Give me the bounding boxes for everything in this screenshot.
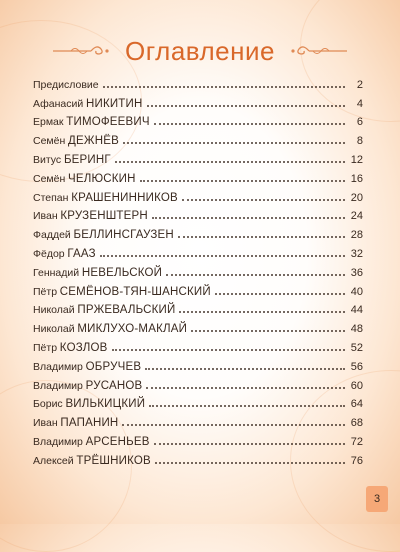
swirl-ornament-icon — [289, 43, 349, 59]
dot-leader — [215, 292, 345, 295]
toc-entry-first-name: Иван — [33, 417, 58, 430]
toc-entry-first-name: Предисловие — [33, 78, 99, 91]
dot-leader — [112, 348, 346, 351]
toc-entry-first-name: Витус — [33, 153, 62, 166]
toc-entry-page-number: 4 — [356, 97, 363, 110]
toc-entry-page-number: 16 — [350, 172, 363, 185]
toc-entry[interactable] — [33, 166, 363, 185]
toc-entry-first-name: Фаддей — [33, 229, 71, 242]
toc-entry-surname: АРСЕНЬЕВ — [85, 435, 150, 448]
toc-entry-title — [33, 436, 150, 448]
toc-entry-title — [33, 455, 151, 467]
dot-leader — [147, 104, 346, 107]
toc-entry-title — [33, 173, 136, 185]
toc-entry-page-number: 2 — [356, 78, 363, 91]
toc-entry-page-number: 56 — [350, 360, 363, 373]
toc-entry-title — [33, 210, 148, 222]
toc-entry-surname: КРАШЕНИННИКОВ — [71, 191, 178, 204]
toc-entry-surname: БЕЛЛИНСГАУЗЕН — [73, 229, 174, 242]
toc-entry[interactable] — [33, 222, 363, 241]
toc-entry-surname: КОЗЛОВ — [59, 341, 108, 354]
toc-entry-first-name: Ермак — [33, 116, 64, 129]
toc-entry-title — [33, 267, 162, 279]
toc-entry[interactable] — [33, 185, 363, 204]
toc-entry-title — [33, 248, 96, 260]
toc-entry-surname: НИКИТИН — [85, 97, 143, 110]
toc-entry-first-name: Семён — [33, 172, 66, 185]
table-of-contents — [33, 72, 363, 467]
dot-leader — [154, 442, 345, 445]
toc-entry-first-name: Степан — [33, 191, 69, 204]
toc-entry-page-number: 76 — [350, 454, 363, 467]
toc-entry[interactable] — [33, 298, 363, 317]
toc-entry-surname: ПРЖЕВАЛЬСКИЙ — [77, 304, 176, 317]
toc-entry[interactable] — [33, 429, 363, 448]
toc-entry-title — [33, 192, 178, 204]
toc-entry[interactable] — [33, 373, 363, 392]
toc-entry-surname: ТИМОФЕЕВИЧ — [66, 116, 150, 129]
toc-entry-surname: ДЕЖНЁВ — [68, 135, 119, 148]
toc-entry-first-name: Владимир — [33, 435, 83, 448]
dot-leader — [182, 198, 345, 201]
toc-entry-first-name: Алексей — [33, 454, 74, 467]
toc-entry[interactable] — [33, 147, 363, 166]
dot-leader — [122, 423, 345, 426]
toc-entry-title — [33, 286, 211, 298]
toc-entry-surname: БЕРИНГ — [63, 153, 111, 166]
toc-entry-page-number: 40 — [350, 285, 363, 298]
toc-entry-surname: МИКЛУХО-МАКЛАЙ — [77, 323, 188, 336]
toc-entry-title — [33, 304, 175, 316]
toc-entry-page-number: 28 — [350, 229, 363, 242]
toc-entry-title — [33, 323, 187, 335]
toc-entry-page-number: 12 — [350, 153, 363, 166]
toc-entry-first-name: Владимир — [33, 360, 83, 373]
toc-entry[interactable] — [33, 110, 363, 129]
toc-entry[interactable] — [33, 448, 363, 467]
toc-entry-first-name: Афанасий — [33, 97, 84, 110]
toc-entry-title — [33, 398, 145, 410]
toc-entry-surname: СЕМЁНОВ-ТЯН-ШАНСКИЙ — [59, 285, 211, 298]
dot-leader — [145, 367, 345, 370]
toc-entry-title — [33, 380, 142, 392]
toc-entry-page-number: 72 — [350, 435, 363, 448]
toc-entry-surname: ВИЛЬКИЦКИЙ — [65, 398, 146, 411]
dot-leader — [123, 141, 345, 144]
toc-entry-first-name: Николай — [33, 323, 75, 336]
page-header — [0, 34, 400, 68]
toc-entry-first-name: Фёдор — [33, 247, 65, 260]
toc-entry-page-number: 52 — [350, 341, 363, 354]
toc-entry-title — [33, 98, 143, 110]
toc-entry[interactable] — [33, 335, 363, 354]
toc-entry-page-number: 60 — [350, 379, 363, 392]
toc-entry-surname: ГААЗ — [67, 247, 96, 260]
dot-leader — [178, 235, 345, 238]
toc-entry-surname: ОБРУЧЕВ — [85, 360, 142, 373]
dot-leader — [155, 461, 345, 464]
toc-entry-title — [33, 154, 111, 166]
toc-entry[interactable] — [33, 260, 363, 279]
toc-entry-title — [33, 417, 118, 429]
dot-leader — [149, 404, 345, 407]
toc-entry-first-name: Борис — [33, 398, 63, 411]
toc-entry-surname: ЧЕЛЮСКИН — [68, 172, 136, 185]
dot-leader — [154, 122, 345, 125]
dot-leader — [152, 216, 345, 219]
dot-leader — [140, 179, 345, 182]
toc-entry-surname: КРУЗЕНШТЕРН — [60, 210, 148, 223]
toc-entry-page-number: 44 — [350, 304, 363, 317]
toc-entry[interactable] — [33, 241, 363, 260]
dot-leader — [191, 329, 345, 332]
swirl-ornament-icon — [51, 43, 111, 59]
toc-entry[interactable] — [33, 410, 363, 429]
toc-entry[interactable] — [33, 91, 363, 110]
toc-entry-page-number: 24 — [350, 210, 363, 223]
toc-entry-page-number: 6 — [356, 116, 363, 129]
toc-entry-page-number: 32 — [350, 247, 363, 260]
toc-entry-title — [33, 116, 150, 128]
toc-entry-page-number: 64 — [350, 398, 363, 411]
toc-entry[interactable] — [33, 392, 363, 411]
toc-entry-title — [33, 361, 141, 373]
toc-entry-first-name: Геннадий — [33, 266, 80, 279]
toc-entry-surname: РУСАНОВ — [85, 379, 143, 392]
toc-entry-first-name: Пётр — [33, 341, 58, 354]
page-number: 3 — [373, 493, 381, 505]
dot-leader — [146, 386, 345, 389]
toc-entry-first-name: Семён — [33, 135, 66, 148]
toc-entry[interactable] — [33, 354, 363, 373]
toc-entry-first-name: Николай — [33, 304, 75, 317]
toc-entry-page-number: 68 — [350, 417, 363, 430]
toc-entry-page-number: 48 — [350, 323, 363, 336]
page-title: Оглавление — [125, 35, 275, 66]
toc-entry-surname: ПАПАНИН — [60, 417, 119, 430]
dot-leader — [103, 85, 345, 88]
toc-entry[interactable] — [33, 204, 363, 223]
toc-entry-first-name: Иван — [33, 210, 58, 223]
dot-leader — [179, 310, 345, 313]
toc-entry[interactable] — [33, 279, 363, 298]
toc-entry-page-number: 36 — [350, 266, 363, 279]
page-number-badge — [366, 486, 388, 512]
dot-leader — [100, 254, 345, 257]
toc-entry[interactable] — [33, 128, 363, 147]
toc-entry-title — [33, 79, 99, 91]
toc-entry-first-name: Владимир — [33, 379, 83, 392]
toc-entry-surname: НЕВЕЛЬСКОЙ — [81, 266, 163, 279]
toc-entry-page-number: 20 — [350, 191, 363, 204]
toc-entry-title — [33, 135, 119, 147]
toc-entry[interactable] — [33, 316, 363, 335]
dot-leader — [115, 160, 345, 163]
toc-entry-surname: ТРЁШНИКОВ — [76, 454, 151, 467]
toc-entry-page-number: 8 — [356, 135, 363, 148]
toc-entry-title — [33, 342, 108, 354]
dot-leader — [166, 273, 345, 276]
toc-entry[interactable] — [33, 72, 363, 91]
toc-entry-title — [33, 229, 174, 241]
toc-entry-first-name: Пётр — [33, 285, 58, 298]
